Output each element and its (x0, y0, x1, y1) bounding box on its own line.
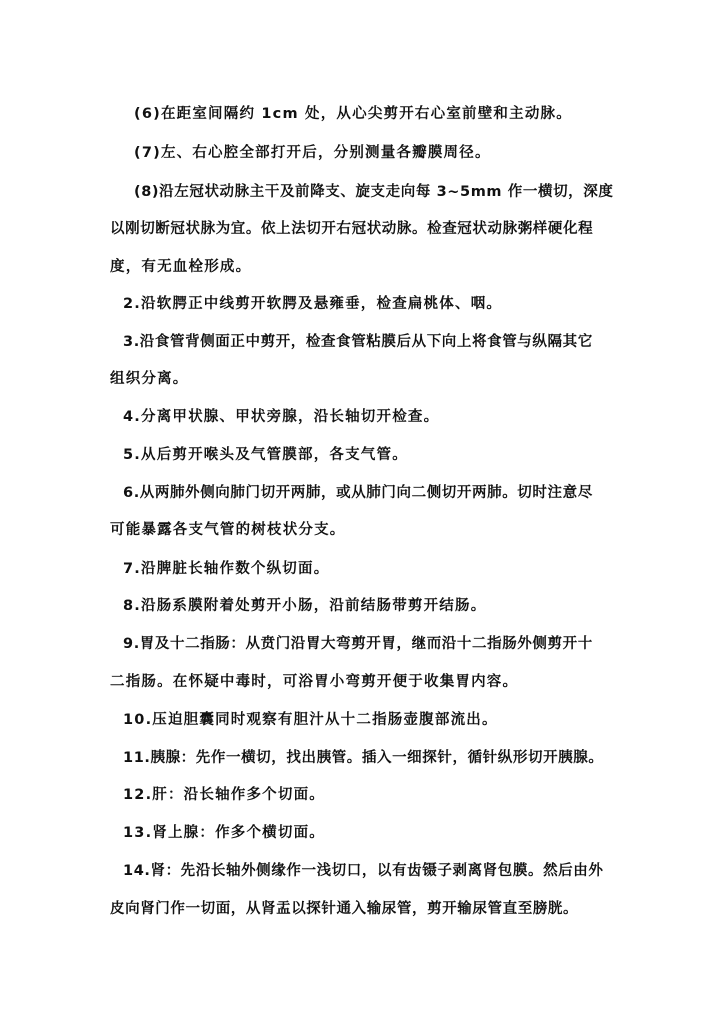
item-3-line-2: 组织分离。 (110, 371, 189, 387)
paragraph-8-line-2: 以刚切断冠状脉为宜。依上法切开右冠状动脉。检查冠状动脉粥样硬化程 (110, 221, 594, 237)
item-9-line-1: 9.胃及十二指肠：从贲门沿胃大弯剪开胃，继而沿十二指肠外侧剪开十 (123, 636, 593, 652)
item-11: 11.胰腺：先作一横切，找出胰管。插入一细探针，循针纵形切开胰腺。 (123, 750, 604, 766)
item-13: 13.肾上腺：作多个横切面。 (123, 825, 325, 841)
item-2: 2.沿软腭正中线剪开软腭及悬雍垂，检查扁桃体、咽。 (123, 296, 503, 312)
item-5: 5.从后剪开喉头及气管膜部，各支气管。 (123, 447, 408, 463)
item-6-line-1: 6.从两肺外侧向肺门切开两肺，或从肺门向二侧切开两肺。切时注意尽 (123, 485, 593, 501)
paragraph-8-line-1: (8)沿左冠状动脉主干及前降支、旋支走向每 3~5mm 作一横切，深度 (134, 184, 614, 200)
paragraph-6: (6)在距室间隔约 1cm 处，从心尖剪开右心室前壁和主动脉。 (134, 106, 572, 122)
item-14-line-2: 皮向肾门作一切面，从肾盂以探针通入输尿管，剪开输尿管直至膀胱。 (110, 901, 579, 917)
item-8: 8.沿肠系膜附着处剪开小肠，沿前结肠带剪开结肠。 (123, 598, 487, 614)
item-6-line-2: 可能暴露各支气管的树枝状分支。 (110, 522, 346, 538)
item-4: 4.分离甲状腺、甲状旁腺，沿长轴切开检查。 (123, 409, 440, 425)
item-12: 12.肝：沿长轴作多个切面。 (123, 787, 325, 803)
item-9-line-2: 二指肠。在怀疑中毒时，可浴胃小弯剪开便于收集胃内容。 (110, 674, 519, 690)
item-10: 10.压迫胆囊同时观察有胆汁从十二指肠壶腹部流出。 (123, 712, 498, 728)
paragraph-7: (7)左、右心腔全部打开后，分别测量各瓣膜周径。 (134, 145, 491, 161)
item-14-line-1: 14.肾：先沿长轴外侧缘作一浅切口，以有齿镊子剥离肾包膜。然后由外 (123, 863, 604, 879)
item-7: 7.沿脾脏长轴作数个纵切面。 (123, 561, 330, 577)
paragraph-8-line-3: 度，有无血栓形成。 (110, 259, 252, 275)
item-3-line-1: 3.沿食管背侧面正中剪开，检查食管粘膜后从下向上将食管与纵隔其它 (123, 334, 593, 350)
